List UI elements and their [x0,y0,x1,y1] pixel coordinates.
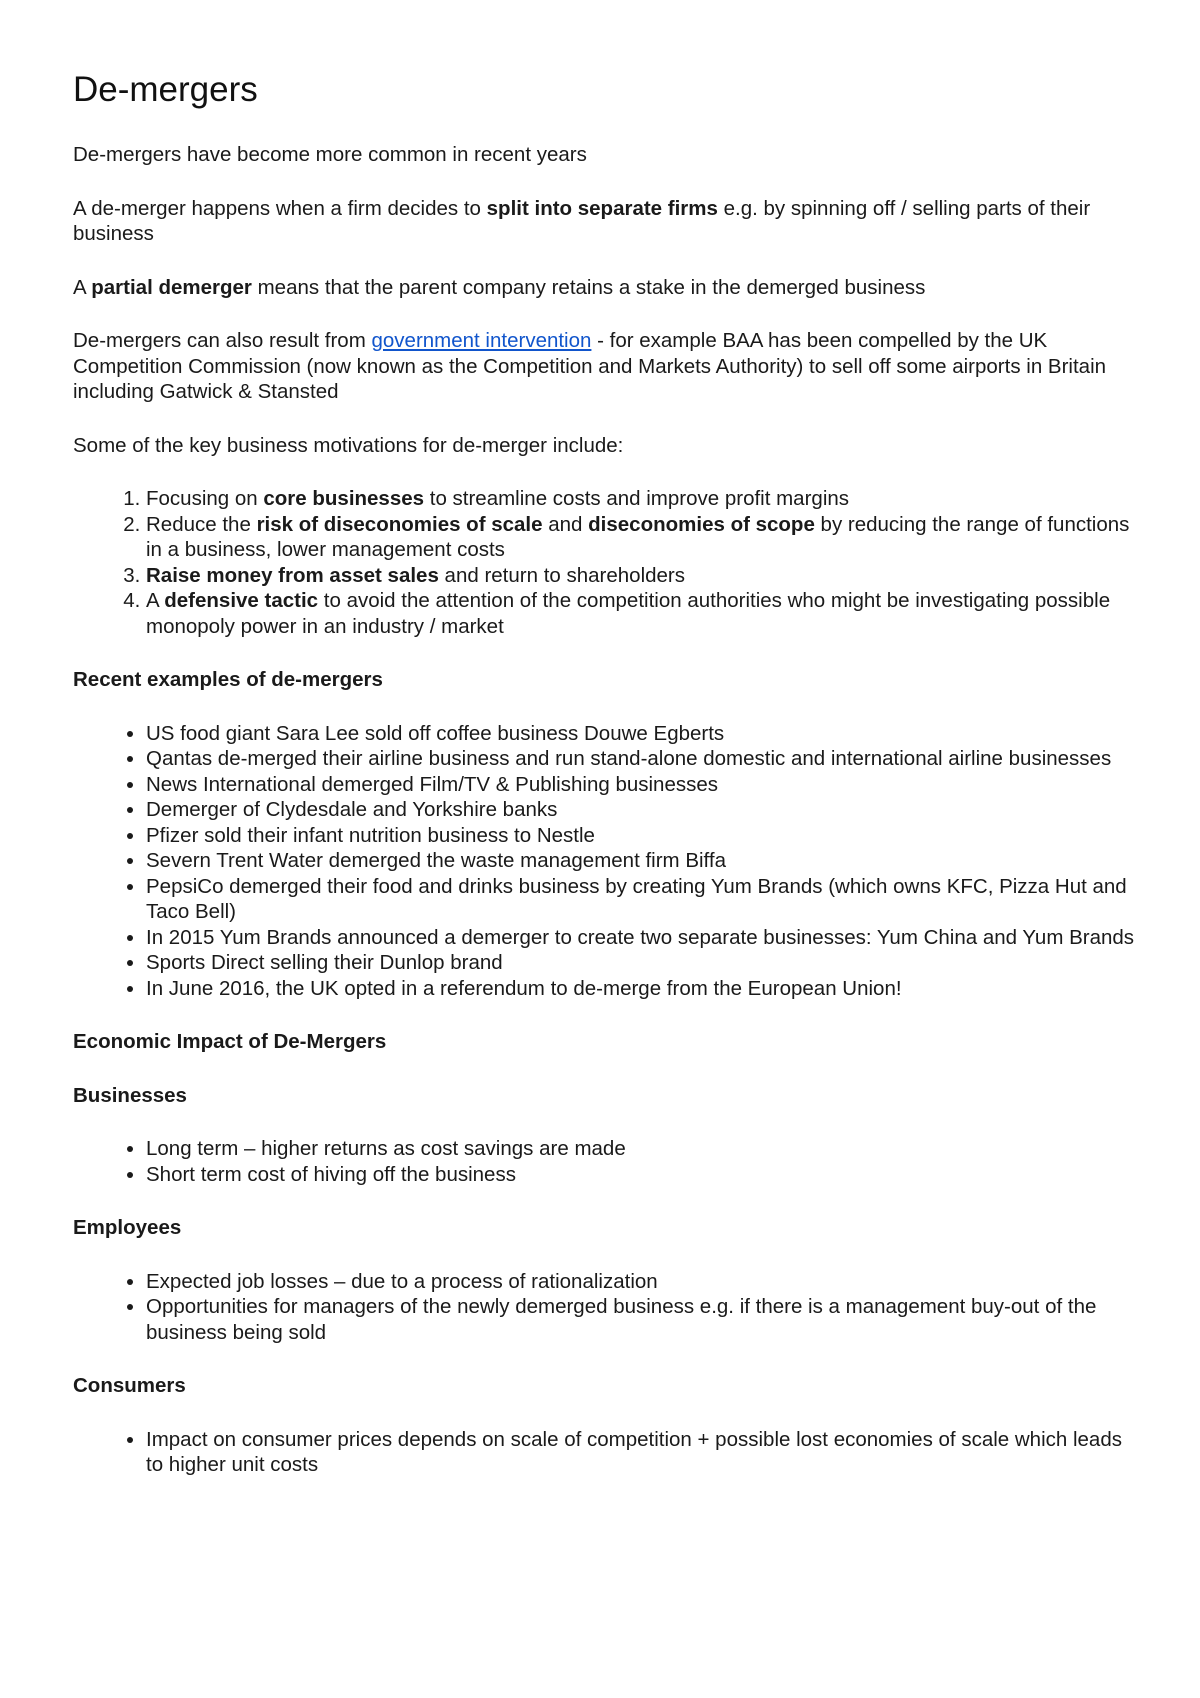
example-item: • In 2015 Yum Brands announced a demerger to create two separate businesses: Yum China and Yum Brands [146,925,1143,951]
definition-text-post: e.g. by spinning off / selling parts of their business [73,196,1091,245]
businesses-item: • Long term – higher returns as cost savings are made [146,1136,1143,1162]
government-text-pre: De-mergers can also result from [73,329,372,352]
examples-list [73,721,1143,1002]
example-item: • News International demerged Film/TV & Publishing businesses [146,772,1143,798]
motivation-3-post: and return to shareholders [438,563,686,587]
employees-heading: Employees [73,1216,182,1239]
definition-text-bold: split into separate firms [486,196,718,220]
document-page [73,70,1143,1506]
consumers-list [73,1427,1143,1478]
page-title: De-mergers [73,70,258,109]
example-item: • Sports Direct selling their Dunlop brand [146,950,1143,976]
government-intervention-link[interactable]: government intervention [371,329,592,352]
motivation-2-post: by reducing the range of functions in a business, lower management costs [146,512,1130,561]
examples-heading: Recent examples of de-mergers [73,668,383,691]
employees-list [73,1269,1143,1346]
motivation-4-bold: defensive tactic [164,589,319,612]
consumers-item: • Impact on consumer prices depends on scale of competition + possible lost economies of scale which leads to higher unit costs [146,1427,1143,1478]
example-item: • Severn Trent Water demerged the waste management firm Biffa [146,848,1143,874]
motivation-1-pre: Focusing on [146,487,264,510]
consumers-heading: Consumers [73,1374,186,1397]
example-item: • Demerger of Clydesdale and Yorkshire banks [146,797,1143,823]
government-paragraph [73,328,1143,405]
businesses-item: • Short term cost of hiving off the business [146,1162,1143,1188]
partial-text-post: means that the parent company retains a stake in the demerged business [251,275,926,299]
example-item: • In June 2016, the UK opted in a referendum to de-merge from the European Union! [146,976,1143,1002]
partial-demerger-paragraph [73,275,1143,301]
example-item: • PepsiCo demerged their food and drinks business by creating Yum Brands (which owns KFC, Pizza Hut and Taco Bell) [146,874,1143,925]
businesses-heading: Businesses [73,1083,187,1107]
partial-text-pre: A [73,275,92,299]
motivation-item [146,486,1143,512]
motivation-2-bold-2: diseconomies of scope [588,512,815,536]
motivation-2-bold-1: risk of diseconomies of scale [256,512,543,536]
employees-item: • Opportunities for managers of the newly demerged business e.g. if there is a management buy-out of the business being sold [146,1294,1143,1345]
motivation-item [146,588,1143,639]
motivation-4-pre: A [146,589,165,612]
government-text-post: - for example BAA has been compelled by the UK Competition Commission (now known as the Competition and Markets Authority) to sell off some airports in Britain including Gatwick & Stansted [73,329,1107,403]
businesses-list [73,1136,1143,1187]
motivations-list [73,486,1143,639]
motivation-item [146,563,1143,589]
motivation-4-post: to avoid the attention of the competition authorities who might be investigating possible monopoly power in an industry / market [146,589,1111,638]
example-item: • US food giant Sara Lee sold off coffee business Douwe Egberts [146,721,1143,747]
definition-text-pre: A de-merger happens when a firm decides to [73,196,487,220]
impact-heading: Economic Impact of De-Mergers [73,1030,387,1053]
intro-paragraph: De-mergers have become more common in recent years [73,143,587,166]
motivation-item [146,512,1143,563]
partial-text-bold: partial demerger [91,275,252,299]
definition-paragraph [73,196,1143,247]
motivation-2-pre: Reduce the [146,512,257,536]
employees-item: • Expected job losses – due to a process of rationalization [146,1269,1143,1295]
motivations-intro: Some of the key business motivations for de-merger include: [73,433,624,457]
motivation-1-post: to streamline costs and improve profit margins [424,487,850,510]
example-item: • Pfizer sold their infant nutrition business to Nestle [146,823,1143,849]
motivation-2-mid: and [542,512,589,536]
motivation-3-bold: Raise money from asset sales [146,563,439,587]
example-item: • Qantas de-merged their airline business and run stand-alone domestic and international airline businesses [146,746,1143,772]
motivation-1-bold: core businesses [263,487,425,510]
